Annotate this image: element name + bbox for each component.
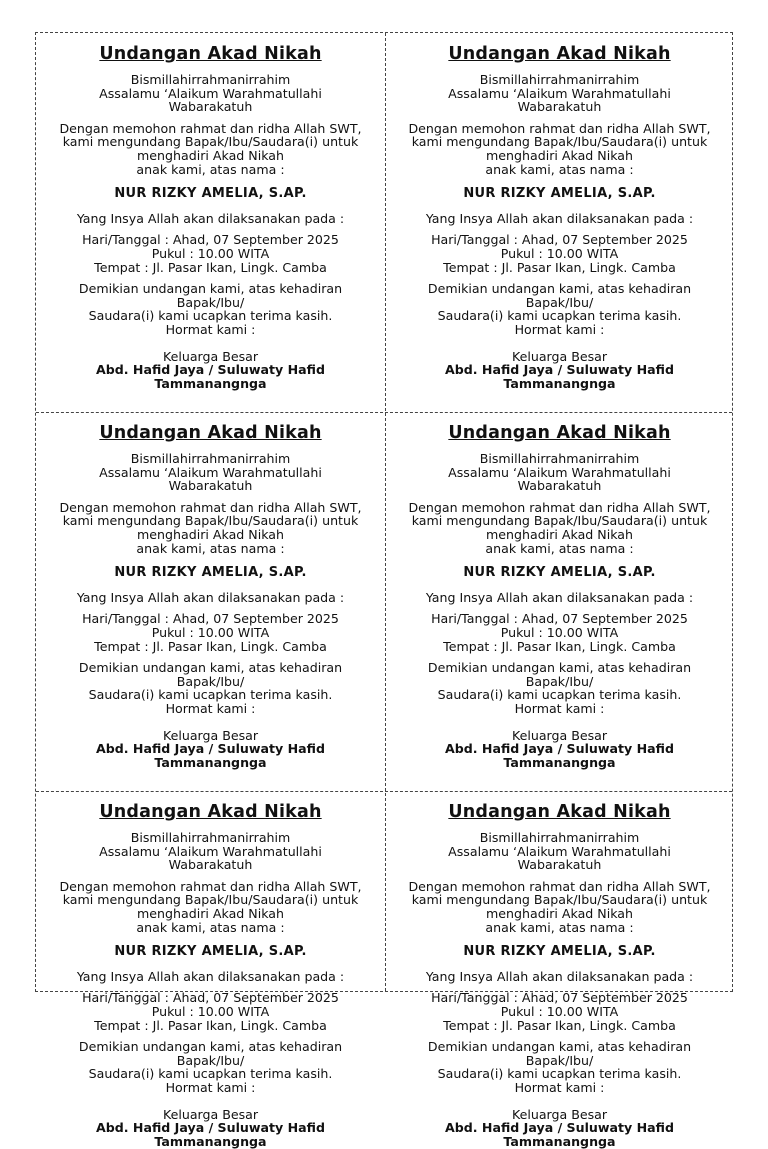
- opening-line: anak kami, atas nama :: [485, 161, 634, 177]
- greeting-line: Bismillahirrahmanirrahim: [479, 72, 640, 87]
- family-label: Keluarga Besar: [162, 1106, 259, 1122]
- opening-line: kami mengundang Bapak/Ibu/Saudara(i) untuk: [411, 892, 708, 908]
- family-label: Keluarga Besar: [511, 348, 608, 364]
- signature-block: [36, 1108, 385, 1149]
- opening-line: Dengan memohon rahmat dan ridha Allah SWT,: [408, 878, 711, 894]
- opening-line: Dengan memohon rahmat dan ridha Allah SWT,: [59, 120, 362, 136]
- opening-block: [385, 501, 734, 555]
- opening-line: menghadiri Akad Nikah: [486, 905, 633, 921]
- invitation-card: [385, 33, 734, 412]
- closing-line: Hormat kami :: [165, 321, 256, 337]
- event-place: Tempat : Jl. Pasar Ikan, Lingk. Camba: [94, 638, 327, 654]
- closing-line: Saudara(i) kami ucapkan terima kasih.: [437, 687, 682, 703]
- greeting-line: Assalamu ‘Alaikum Warahmatullahi: [448, 464, 671, 480]
- greeting-line: Assalamu ‘Alaikum Warahmatullahi: [99, 85, 322, 101]
- opening-line: anak kami, atas nama :: [136, 161, 285, 177]
- schedule-intro: Yang Insya Allah akan dilaksanakan pada :: [425, 968, 694, 984]
- schedule-intro: Yang Insya Allah akan dilaksanakan pada :: [425, 210, 694, 226]
- event-place: Tempat : Jl. Pasar Ikan, Lingk. Camba: [94, 259, 327, 275]
- greeting-block: [385, 73, 734, 114]
- schedule-intro: Yang Insya Allah akan dilaksanakan pada :: [76, 589, 345, 605]
- bride-name: NUR RIZKY AMELIA, S.AP.: [114, 565, 307, 581]
- opening-line: Dengan memohon rahmat dan ridha Allah SWT,: [408, 499, 711, 515]
- card-title: Undangan Akad Nikah: [99, 423, 322, 443]
- family-names: Abd. Hafid Jaya / Suluwaty Hafid: [444, 1120, 675, 1136]
- card-title: Undangan Akad Nikah: [448, 44, 671, 64]
- event-date: Hari/Tanggal : Ahad, 07 September 2025: [82, 990, 339, 1006]
- opening-line: kami mengundang Bapak/Ibu/Saudara(i) untuk: [411, 513, 708, 529]
- greeting-block: [385, 452, 734, 493]
- closing-block: [385, 1040, 734, 1094]
- closing-line: Hormat kami :: [165, 700, 256, 716]
- closing-line: Saudara(i) kami ucapkan terima kasih.: [88, 308, 333, 324]
- family-names: Abd. Hafid Jaya / Suluwaty Hafid: [95, 1120, 326, 1136]
- event-details: [36, 233, 385, 274]
- event-date: Hari/Tanggal : Ahad, 07 September 2025: [431, 990, 688, 1006]
- closing-line: Demikian undangan kami, atas kehadiran: [427, 1039, 692, 1055]
- event-date: Hari/Tanggal : Ahad, 07 September 2025: [431, 232, 688, 248]
- closing-line: Saudara(i) kami ucapkan terima kasih.: [437, 308, 682, 324]
- opening-line: kami mengundang Bapak/Ibu/Saudara(i) untuk: [62, 134, 359, 150]
- family-names: Abd. Hafid Jaya / Suluwaty Hafid: [444, 741, 675, 757]
- closing-line: Bapak/Ibu/: [176, 673, 245, 689]
- event-place: Tempat : Jl. Pasar Ikan, Lingk. Camba: [443, 259, 676, 275]
- opening-line: kami mengundang Bapak/Ibu/Saudara(i) untuk: [62, 513, 359, 529]
- greeting-line: Wabarakatuh: [517, 99, 602, 115]
- family-names: Tammanangnga: [154, 754, 267, 770]
- family-label: Keluarga Besar: [162, 727, 259, 743]
- opening-block: [36, 501, 385, 555]
- opening-line: Dengan memohon rahmat dan ridha Allah SWT,: [408, 120, 711, 136]
- card-title: Undangan Akad Nikah: [99, 44, 322, 64]
- closing-line: Saudara(i) kami ucapkan terima kasih.: [88, 1066, 333, 1082]
- closing-block: [385, 661, 734, 715]
- opening-line: Dengan memohon rahmat dan ridha Allah SWT,: [59, 499, 362, 515]
- greeting-line: Bismillahirrahmanirrahim: [479, 830, 640, 845]
- card-title: Undangan Akad Nikah: [448, 802, 671, 822]
- event-place: Tempat : Jl. Pasar Ikan, Lingk. Camba: [443, 1017, 676, 1033]
- event-date: Hari/Tanggal : Ahad, 07 September 2025: [431, 611, 688, 627]
- card-title: Undangan Akad Nikah: [99, 802, 322, 822]
- closing-block: [36, 661, 385, 715]
- family-label: Keluarga Besar: [511, 727, 608, 743]
- bride-name: NUR RIZKY AMELIA, S.AP.: [114, 186, 307, 202]
- opening-line: menghadiri Akad Nikah: [486, 147, 633, 163]
- opening-line: menghadiri Akad Nikah: [137, 147, 284, 163]
- opening-line: kami mengundang Bapak/Ibu/Saudara(i) untuk: [62, 892, 359, 908]
- event-time: Pukul : 10.00 WITA: [151, 1003, 270, 1019]
- greeting-block: [385, 831, 734, 872]
- event-time: Pukul : 10.00 WITA: [500, 245, 619, 261]
- greeting-line: Wabarakatuh: [168, 99, 253, 115]
- schedule-intro: Yang Insya Allah akan dilaksanakan pada :: [76, 210, 345, 226]
- closing-line: Demikian undangan kami, atas kehadiran: [78, 660, 343, 676]
- event-time: Pukul : 10.00 WITA: [151, 624, 270, 640]
- opening-block: [385, 122, 734, 176]
- greeting-line: Bismillahirrahmanirrahim: [130, 830, 291, 845]
- opening-line: kami mengundang Bapak/Ibu/Saudara(i) untuk: [411, 134, 708, 150]
- event-details: [36, 991, 385, 1032]
- event-details: [385, 991, 734, 1032]
- bride-name: NUR RIZKY AMELIA, S.AP.: [114, 944, 307, 960]
- event-time: Pukul : 10.00 WITA: [151, 245, 270, 261]
- family-names: Tammanangnga: [154, 1133, 267, 1149]
- closing-line: Bapak/Ibu/: [176, 1052, 245, 1068]
- closing-line: Bapak/Ibu/: [525, 1052, 594, 1068]
- greeting-line: Assalamu ‘Alaikum Warahmatullahi: [99, 843, 322, 859]
- family-names: Tammanangnga: [154, 375, 267, 391]
- closing-line: Saudara(i) kami ucapkan terima kasih.: [437, 1066, 682, 1082]
- opening-block: [36, 880, 385, 934]
- family-names: Tammanangnga: [503, 375, 616, 391]
- opening-line: anak kami, atas nama :: [136, 919, 285, 935]
- bride-name: NUR RIZKY AMELIA, S.AP.: [463, 565, 656, 581]
- closing-line: Saudara(i) kami ucapkan terima kasih.: [88, 687, 333, 703]
- opening-line: anak kami, atas nama :: [136, 540, 285, 556]
- closing-line: Bapak/Ibu/: [525, 294, 594, 310]
- opening-line: menghadiri Akad Nikah: [137, 526, 284, 542]
- closing-line: Demikian undangan kami, atas kehadiran: [78, 281, 343, 297]
- signature-block: [385, 350, 734, 391]
- signature-block: [385, 729, 734, 770]
- closing-block: [36, 282, 385, 336]
- family-names: Abd. Hafid Jaya / Suluwaty Hafid: [95, 741, 326, 757]
- closing-line: Demikian undangan kami, atas kehadiran: [427, 660, 692, 676]
- closing-line: Demikian undangan kami, atas kehadiran: [78, 1039, 343, 1055]
- schedule-intro: Yang Insya Allah akan dilaksanakan pada :: [76, 968, 345, 984]
- greeting-line: Assalamu ‘Alaikum Warahmatullahi: [448, 843, 671, 859]
- opening-line: anak kami, atas nama :: [485, 919, 634, 935]
- bride-name: NUR RIZKY AMELIA, S.AP.: [463, 186, 656, 202]
- invitation-card: [36, 412, 385, 791]
- greeting-line: Wabarakatuh: [517, 857, 602, 873]
- greeting-line: Bismillahirrahmanirrahim: [130, 451, 291, 466]
- family-names: Abd. Hafid Jaya / Suluwaty Hafid: [95, 362, 326, 378]
- greeting-block: [36, 831, 385, 872]
- invitation-card: [385, 791, 734, 1149]
- event-details: [385, 233, 734, 274]
- event-place: Tempat : Jl. Pasar Ikan, Lingk. Camba: [94, 1017, 327, 1033]
- closing-line: Hormat kami :: [514, 1079, 605, 1095]
- signature-block: [36, 350, 385, 391]
- closing-line: Hormat kami :: [514, 321, 605, 337]
- event-time: Pukul : 10.00 WITA: [500, 1003, 619, 1019]
- closing-line: Hormat kami :: [165, 1079, 256, 1095]
- closing-block: [36, 1040, 385, 1094]
- closing-line: Bapak/Ibu/: [176, 294, 245, 310]
- schedule-intro: Yang Insya Allah akan dilaksanakan pada :: [425, 589, 694, 605]
- event-time: Pukul : 10.00 WITA: [500, 624, 619, 640]
- signature-block: [385, 1108, 734, 1149]
- event-details: [36, 612, 385, 653]
- closing-block: [385, 282, 734, 336]
- card-title: Undangan Akad Nikah: [448, 423, 671, 443]
- event-date: Hari/Tanggal : Ahad, 07 September 2025: [82, 611, 339, 627]
- greeting-line: Wabarakatuh: [168, 857, 253, 873]
- signature-block: [36, 729, 385, 770]
- event-date: Hari/Tanggal : Ahad, 07 September 2025: [82, 232, 339, 248]
- invitation-card: [36, 33, 385, 412]
- greeting-line: Bismillahirrahmanirrahim: [479, 451, 640, 466]
- opening-line: menghadiri Akad Nikah: [486, 526, 633, 542]
- opening-block: [36, 122, 385, 176]
- greeting-block: [36, 73, 385, 114]
- family-names: Abd. Hafid Jaya / Suluwaty Hafid: [444, 362, 675, 378]
- opening-line: anak kami, atas nama :: [485, 540, 634, 556]
- greeting-line: Assalamu ‘Alaikum Warahmatullahi: [99, 464, 322, 480]
- invitation-card: [385, 412, 734, 791]
- greeting-line: Bismillahirrahmanirrahim: [130, 72, 291, 87]
- opening-line: menghadiri Akad Nikah: [137, 905, 284, 921]
- closing-line: Hormat kami :: [514, 700, 605, 716]
- family-names: Tammanangnga: [503, 1133, 616, 1149]
- event-place: Tempat : Jl. Pasar Ikan, Lingk. Camba: [443, 638, 676, 654]
- family-label: Keluarga Besar: [511, 1106, 608, 1122]
- opening-line: Dengan memohon rahmat dan ridha Allah SWT,: [59, 878, 362, 894]
- closing-line: Demikian undangan kami, atas kehadiran: [427, 281, 692, 297]
- event-details: [385, 612, 734, 653]
- invitation-sheet: [35, 32, 733, 1149]
- family-label: Keluarga Besar: [162, 348, 259, 364]
- family-names: Tammanangnga: [503, 754, 616, 770]
- greeting-line: Assalamu ‘Alaikum Warahmatullahi: [448, 85, 671, 101]
- greeting-line: Wabarakatuh: [517, 478, 602, 494]
- greeting-line: Wabarakatuh: [168, 478, 253, 494]
- greeting-block: [36, 452, 385, 493]
- bride-name: NUR RIZKY AMELIA, S.AP.: [463, 944, 656, 960]
- invitation-card: [36, 791, 385, 1149]
- closing-line: Bapak/Ibu/: [525, 673, 594, 689]
- opening-block: [385, 880, 734, 934]
